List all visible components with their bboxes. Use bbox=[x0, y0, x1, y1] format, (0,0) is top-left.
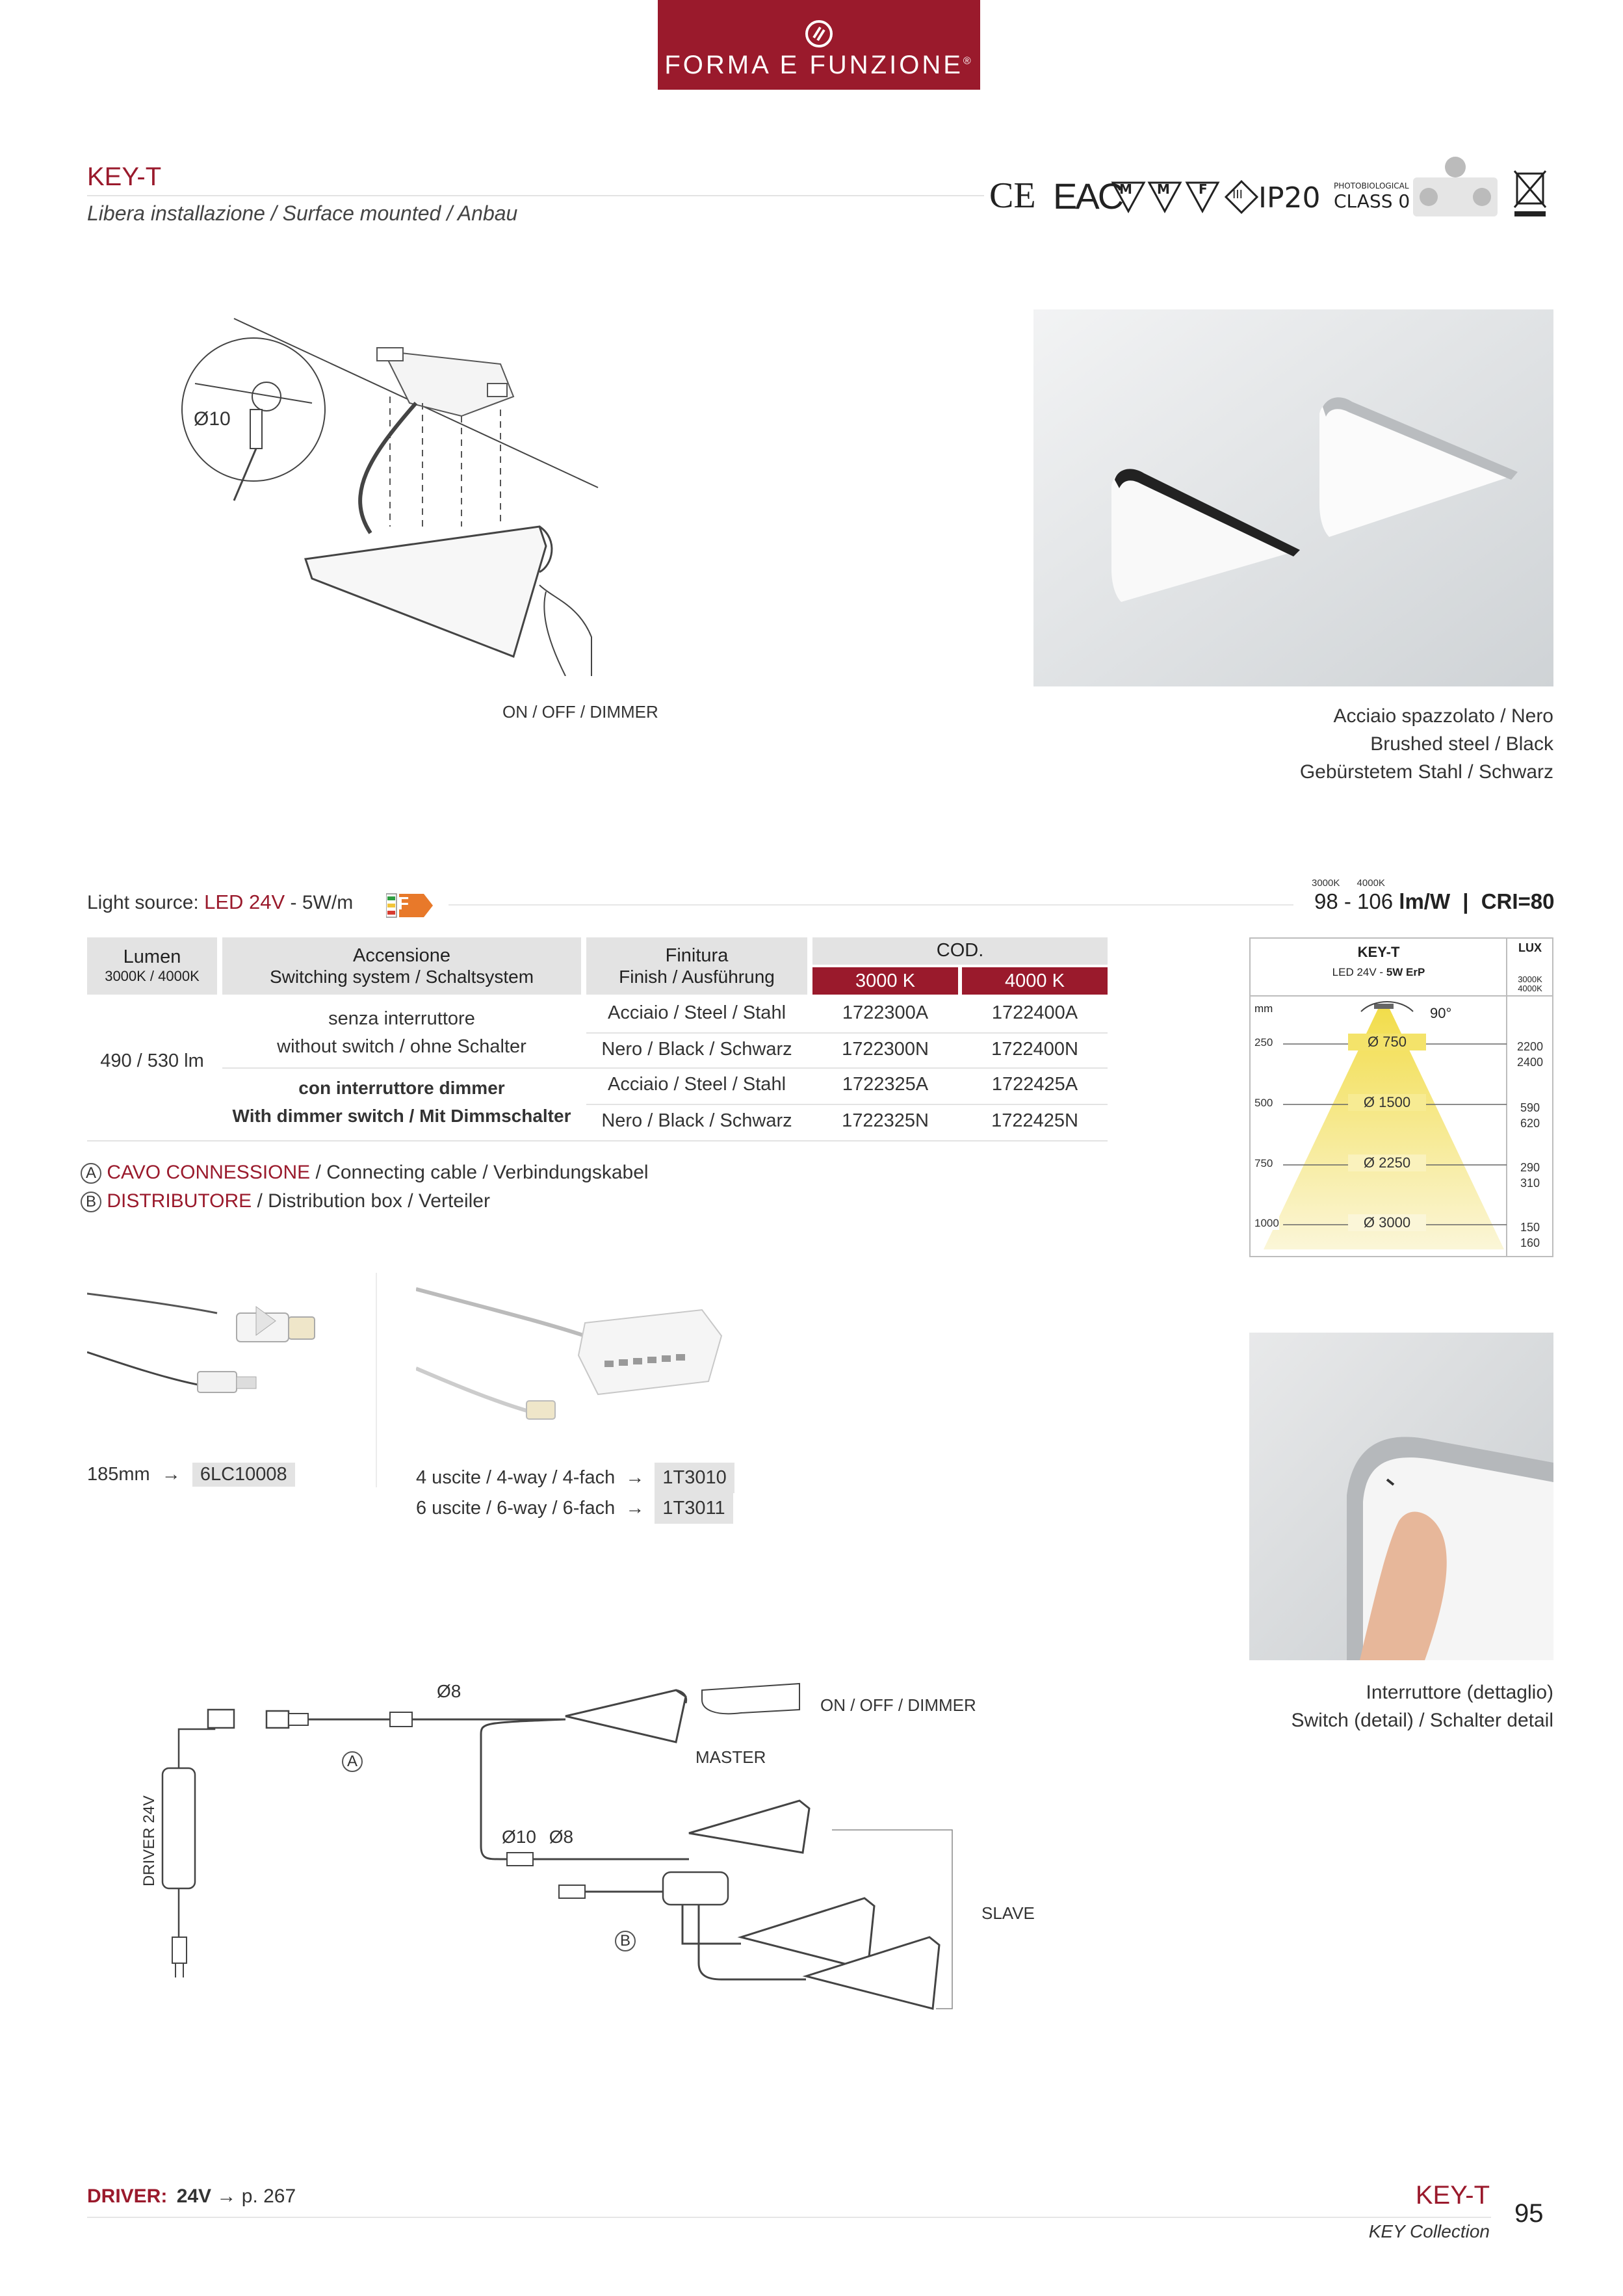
wiring-d8b: Ø8 bbox=[549, 1827, 574, 1847]
wiring-diagram bbox=[117, 1664, 1066, 2119]
wiring-onoff: ON / OFF / DIMMER bbox=[820, 1695, 976, 1715]
row-divider bbox=[586, 1104, 1108, 1105]
distributor-4way bbox=[416, 1463, 734, 1493]
lux-subtitle bbox=[1251, 966, 1507, 979]
wiring-slave: SLAVE bbox=[981, 1903, 1035, 1923]
efficacy-sep: | bbox=[1462, 889, 1469, 913]
legend-b-letter: B bbox=[81, 1192, 101, 1212]
cable-arrow: → bbox=[161, 1464, 181, 1485]
wiring-d10: Ø10 bbox=[502, 1827, 536, 1847]
row-divider bbox=[586, 1032, 1108, 1034]
th-cod-label: COD. bbox=[936, 940, 984, 961]
switch-caption-2: Switch (detail) / Schalter detail bbox=[1291, 1710, 1553, 1731]
lux-dist-250: 250 bbox=[1254, 1036, 1273, 1049]
footer-driver-ref: → p. 267 bbox=[216, 2185, 296, 2207]
product-title: KEY-T bbox=[87, 163, 162, 191]
light-source-power: - 5W/m bbox=[290, 892, 354, 913]
lux-dist-750: 750 bbox=[1254, 1157, 1273, 1169]
photobio-small: PHOTOBIOLOGICAL bbox=[1334, 181, 1409, 190]
eac-mark: EAC bbox=[1053, 176, 1123, 216]
row1-finish: Acciaio / Steel / Stahl bbox=[607, 1002, 786, 1023]
wiring-driver-label: DRIVER 24V bbox=[140, 1795, 158, 1887]
legend-a-letter: A bbox=[81, 1163, 101, 1184]
group-dimmer-line1: con interruttore dimmer bbox=[298, 1078, 505, 1098]
legend-a-label: CAVO CONNESSIONE bbox=[107, 1162, 311, 1183]
cable-code: 6LC10008 bbox=[192, 1463, 295, 1487]
footer-driver bbox=[87, 2185, 296, 2208]
accessory-divider bbox=[376, 1273, 377, 1487]
wiring-b-letter: B bbox=[615, 1931, 636, 1951]
row3-code-4000: 1722425A bbox=[991, 1074, 1078, 1095]
efficacy-unit: lm/W bbox=[1399, 889, 1451, 913]
photo-caption-2: Brushed steel / Black bbox=[1370, 733, 1553, 755]
lux-dia-750: Ø 750 bbox=[1348, 1034, 1426, 1050]
row2-code-4000: 1722400N bbox=[991, 1039, 1078, 1060]
lux-angle: 90° bbox=[1430, 1005, 1452, 1021]
group-no-switch bbox=[222, 1005, 581, 1061]
group-no-switch-line2: without switch / ohne Schalter bbox=[277, 1036, 526, 1057]
lux-dist-500: 500 bbox=[1254, 1097, 1273, 1109]
lux-subtitle-a: LED 24V - bbox=[1332, 966, 1386, 978]
brand-reg: ® bbox=[963, 55, 974, 67]
lux-1000-3000: 150 bbox=[1520, 1221, 1540, 1234]
wiring-a-badge bbox=[342, 1751, 363, 1772]
lux-250-4000: 2400 bbox=[1516, 1056, 1544, 1069]
mm-mark-1: M bbox=[1119, 181, 1132, 197]
footer-driver-value: 24V bbox=[176, 2185, 212, 2207]
lux-title: KEY-T bbox=[1357, 944, 1400, 960]
lux-mm: mm bbox=[1254, 1002, 1273, 1015]
photo-caption-1: Acciaio spazzolato / Nero bbox=[1333, 705, 1553, 727]
ip20-mark: IP20 bbox=[1258, 181, 1321, 215]
install-onoff-label: ON / OFF / DIMMER bbox=[502, 702, 658, 722]
product-photo-image bbox=[1033, 309, 1553, 686]
light-source-value: LED 24V bbox=[204, 891, 285, 913]
photobio-class: CLASS 0 bbox=[1334, 190, 1410, 212]
lux-val-750 bbox=[1508, 1160, 1552, 1191]
accessory-cable bbox=[87, 1463, 295, 1487]
product-photo bbox=[1033, 309, 1553, 686]
product-subtitle: Libera installazione / Surface mounted / Anbau bbox=[87, 202, 518, 225]
lux-250-3000: 2200 bbox=[1516, 1040, 1544, 1053]
wiring-master: MASTER bbox=[695, 1747, 766, 1767]
legend-b bbox=[81, 1187, 649, 1216]
recycle-weee-icons bbox=[1413, 154, 1556, 224]
wiring-b-badge bbox=[615, 1931, 636, 1951]
table-bottom-rule bbox=[87, 1140, 1108, 1141]
th-finish-sub: Finish / Ausführung bbox=[619, 967, 775, 987]
th-lumen-sub: 3000K / 4000K bbox=[105, 968, 200, 984]
lux-k4000: 4000K bbox=[1518, 984, 1542, 993]
page-number: 95 bbox=[1514, 2199, 1544, 2228]
installation-diagram bbox=[175, 312, 643, 676]
certification-icons bbox=[987, 172, 1559, 224]
brand-name: FORMA E FUNZIONE bbox=[664, 51, 963, 79]
lux-kelvin bbox=[1508, 975, 1552, 993]
lux-k3000: 3000K bbox=[1518, 974, 1542, 984]
light-source-label: Light source: bbox=[87, 892, 199, 913]
lux-val-1000 bbox=[1508, 1220, 1552, 1251]
way4-label: 4 uscite / 4-way / 4-fach bbox=[416, 1467, 616, 1488]
energy-class-letter: F bbox=[398, 893, 409, 913]
ce-mark: CE bbox=[989, 176, 1036, 216]
photo-caption bbox=[1170, 702, 1553, 786]
distributor-6way bbox=[416, 1493, 734, 1524]
th-cod bbox=[812, 937, 1108, 965]
legend-a bbox=[81, 1158, 649, 1187]
row3-finish: Acciaio / Steel / Stahl bbox=[607, 1074, 786, 1095]
lux-diagram bbox=[1249, 937, 1553, 1257]
row2-finish: Nero / Black / Schwarz bbox=[601, 1039, 792, 1060]
cri-value: CRI=80 bbox=[1481, 889, 1555, 913]
way6-arrow: → bbox=[625, 1498, 645, 1519]
lux-unit: LUX bbox=[1518, 941, 1542, 954]
th-switch bbox=[222, 937, 581, 995]
row4-code-3000: 1722325N bbox=[842, 1110, 929, 1131]
th-finish-label: Finitura bbox=[665, 945, 729, 966]
row1-code-4000: 1722400A bbox=[991, 1002, 1078, 1023]
efficacy bbox=[1314, 889, 1555, 914]
row4-code-4000: 1722425N bbox=[991, 1110, 1078, 1131]
photo-caption-3: Gebürstetem Stahl / Schwarz bbox=[1299, 761, 1553, 783]
legend-b-rest: / Distribution box / Verteiler bbox=[257, 1190, 490, 1212]
footer-collection: KEY Collection bbox=[1368, 2221, 1490, 2241]
row4-finish: Nero / Black / Schwarz bbox=[601, 1110, 792, 1131]
lux-val-250 bbox=[1508, 1039, 1552, 1070]
th-4000k-label: 4000 K bbox=[1005, 971, 1065, 991]
th-lumen-label: Lumen bbox=[123, 946, 181, 967]
light-source bbox=[87, 891, 353, 914]
accessory-distributor bbox=[416, 1463, 734, 1524]
legend bbox=[81, 1158, 649, 1216]
group-dimmer-switch bbox=[222, 1074, 581, 1130]
row-divider bbox=[222, 1067, 1108, 1069]
footer-divider bbox=[87, 2217, 1491, 2218]
cable-length: 185mm bbox=[87, 1464, 150, 1485]
connecting-cable-image bbox=[87, 1287, 334, 1404]
energy-class-badge-icon bbox=[386, 893, 433, 919]
legend-b-label: DISTRIBUTORE bbox=[107, 1190, 257, 1212]
legend-a-rest: / Connecting cable / Verbindungskabel bbox=[310, 1162, 649, 1183]
lux-subtitle-b: 5W ErP bbox=[1386, 966, 1425, 978]
th-4000k bbox=[962, 967, 1108, 995]
light-source-divider bbox=[448, 904, 1293, 906]
efficacy-b: - 106 bbox=[1344, 889, 1394, 913]
way6-code: 1T3011 bbox=[655, 1493, 733, 1524]
way4-arrow: → bbox=[625, 1467, 645, 1488]
switch-detail-photo bbox=[1249, 1333, 1553, 1660]
lux-dia-2250: Ø 2250 bbox=[1348, 1155, 1426, 1171]
f-mark: F bbox=[1199, 181, 1208, 197]
lux-1000-4000: 160 bbox=[1520, 1236, 1540, 1249]
lux-dia-3000: Ø 3000 bbox=[1348, 1214, 1426, 1231]
lux-500-3000: 590 bbox=[1520, 1101, 1540, 1114]
eff-k4000: 4000K bbox=[1357, 878, 1385, 889]
install-diameter-label: Ø10 bbox=[194, 408, 231, 430]
lux-500-4000: 620 bbox=[1520, 1117, 1540, 1130]
switch-detail-image bbox=[1249, 1333, 1553, 1660]
th-switch-sub: Switching system / Schaltsystem bbox=[269, 967, 534, 987]
footer-driver-label: DRIVER: bbox=[87, 2185, 168, 2207]
way6-label: 6 uscite / 6-way / 6-fach bbox=[416, 1498, 616, 1519]
distribution-box-image bbox=[416, 1284, 741, 1433]
th-3000k-label: 3000 K bbox=[855, 971, 915, 991]
wiring-d8: Ø8 bbox=[437, 1681, 461, 1701]
lux-dia-1500: Ø 1500 bbox=[1348, 1094, 1426, 1111]
lumen-value: 490 / 530 lm bbox=[100, 1050, 204, 1071]
group-dimmer-line2: With dimmer switch / Mit Dimmschalter bbox=[232, 1106, 571, 1126]
eff-k3000: 3000K bbox=[1312, 878, 1340, 889]
row1-code-3000: 1722300A bbox=[842, 1002, 929, 1023]
wiring-diameters bbox=[502, 1827, 573, 1847]
title-divider bbox=[87, 195, 984, 196]
row3-code-3000: 1722325A bbox=[842, 1074, 929, 1095]
mm-mark-2: M bbox=[1157, 181, 1170, 197]
group-no-switch-line1: senza interruttore bbox=[328, 1008, 475, 1029]
brand-header bbox=[658, 0, 980, 90]
lux-750-4000: 310 bbox=[1520, 1177, 1540, 1190]
way4-code: 1T3010 bbox=[655, 1463, 734, 1493]
lux-val-500 bbox=[1508, 1100, 1552, 1131]
switch-caption bbox=[1170, 1678, 1553, 1734]
lux-750-3000: 290 bbox=[1520, 1161, 1540, 1174]
th-lumen bbox=[87, 937, 217, 995]
class-iii-mark: III bbox=[1232, 188, 1243, 202]
lux-dist-1000: 1000 bbox=[1254, 1217, 1279, 1229]
th-finish bbox=[586, 937, 807, 995]
th-3000k bbox=[812, 967, 958, 995]
brand-logo-icon bbox=[801, 16, 837, 52]
footer-model: KEY-T bbox=[1415, 2181, 1490, 2210]
th-switch-label: Accensione bbox=[353, 945, 450, 966]
switch-caption-1: Interruttore (dettaglio) bbox=[1366, 1682, 1553, 1703]
efficacy-a: 98 bbox=[1314, 889, 1338, 913]
row2-code-3000: 1722300N bbox=[842, 1039, 929, 1060]
efficacy-kelvin-labels bbox=[1312, 878, 1385, 889]
wiring-a-letter: A bbox=[342, 1751, 363, 1772]
